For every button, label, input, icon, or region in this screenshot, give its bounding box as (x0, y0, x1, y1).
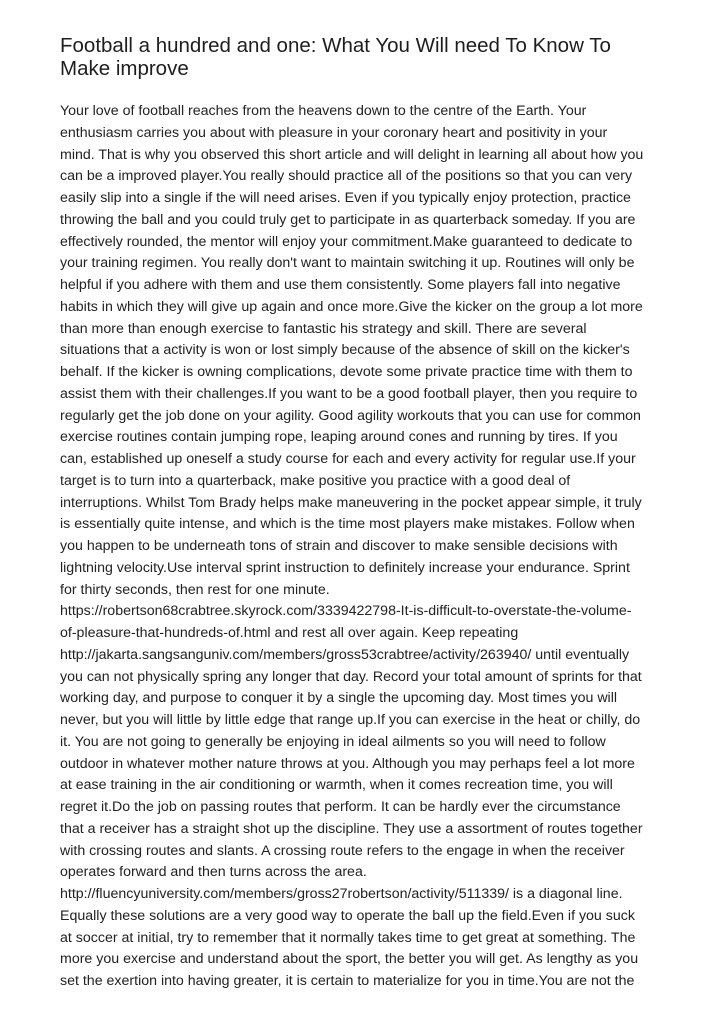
body-line: you happen to be underneath tons of strain and discover to make sensible decisions with (60, 538, 618, 554)
document-title (60, 34, 680, 80)
body-line: situations that a activity is won or lost simply because of the absence of skill on the kicker's (60, 342, 630, 359)
body-line: regularly get the job done on your agility. Good agility workouts that you can use for common (60, 407, 641, 424)
title-line: Football a hundred and one: What You Will need To Know To (60, 34, 611, 57)
body-line: exercise routines contain jumping rope, leaping around cones and running by tires. If you (60, 429, 618, 446)
body-line: enthusiasm carries you about with pleasure in your coronary heart and positivity in your (60, 124, 608, 141)
body-line: easily slip into a single if the will need arises. Even if you typically enjoy protection, practice (60, 190, 631, 206)
body-line: working day, and purpose to conquer it by a single the upcoming day. Most times you will (60, 690, 618, 707)
body-line: than more than enough exercise to fantastic his strategy and skill. There are several (60, 320, 587, 337)
body-line: can, established up oneself a study course for each and every activity for regular use.If your (60, 451, 636, 467)
body-line: Equally these solutions are a very good way to operate the ball up the field.Even if you suck (60, 907, 635, 924)
body-line: outdoor in whatever mother nature throws at you. Although you may perhaps feel a lot more (60, 755, 635, 772)
body-line: target is to turn into a quarterback, make positive you practice with a good deal of (60, 472, 571, 489)
body-line: interruptions. Whilst Tom Brady helps make maneuvering in the pocket appear simple, it truly (60, 494, 642, 511)
body-line: that a receiver has a straight shot up the discipline. They use a assortment of routes together (60, 820, 643, 837)
body-line: assist them with their challenges.If you want to be a good football player, then you require to (60, 385, 638, 402)
body-line: behalf. If the kicker is owning complications, devote some private practice time with them to (60, 364, 633, 380)
body-line: more you exercise and understand about the sport, the better you will get. As lengthy as you (60, 951, 639, 968)
body-line: of-pleasure-that-hundreds-of.html and rest all over again. Keep repeating (60, 625, 519, 641)
body-line: http://jakarta.sangsanguniv.com/members/gross53crabtree/activity/263940/ until eventually (60, 646, 630, 663)
body-line: Your love of football reaches from the heavens down to the centre of the Earth. Your (60, 103, 587, 119)
body-line: operates forward and then turns across the area. (60, 864, 367, 881)
body-line: at ease training in the air conditioning or warmth, when it comes recreation time, you will (60, 777, 613, 794)
body-line: regret it.Do the job on passing routes that perform. It can be hardly ever the circumstance (60, 799, 621, 815)
body-line: can be a improved player.You really should practice all of the positions so that you can very (60, 168, 633, 185)
body-line: set the exertion into having greater, it is certain to materialize for you in time.You are not the (60, 973, 635, 989)
body-line: with crossing routes and slants. A crossing route refers to the engage in when the receiver (60, 842, 625, 859)
body-line: never, but you will little by little edge that range up.If you can exercise in the heat or chilly, do (60, 712, 641, 728)
body-line: lightning velocity.Use interval sprint instruction to definitely increase your endurance. Sprint (60, 559, 630, 576)
body-line: you can not physically spring any longer that day. Record your total amount of sprints for that (60, 668, 642, 685)
body-line: mind. That is why you observed this short article and will delight in learning all about how you (60, 146, 644, 163)
body-line: throwing the ball and you could truly get to participate in as quarterback someday. If you are (60, 211, 636, 228)
body-line: for thirty seconds, then rest for one minute. (60, 581, 330, 598)
body-line: effectively rounded, the mentor will enjoy your commitment.Make guaranteed to dedicate to (60, 233, 633, 250)
body-line: at soccer at initial, try to remember that it normally takes time to get great at something. The (60, 929, 636, 946)
body-line: is essentially quite intense, and which is the time most players make mistakes. Follow when (60, 516, 635, 533)
body-line: http://fluencyuniversity.com/members/gross27robertson/activity/511339/ is a diagonal line. (60, 886, 623, 902)
body-line: your training regimen. You really don't want to maintain switching it up. Routines will only be (60, 255, 635, 272)
body-line: habits in which they will give up again and once more.Give the kicker on the group a lot more (60, 298, 643, 315)
title-line: Make improve (60, 57, 189, 80)
body-line: https://robertson68crabtree.skyrock.com/3339422798-It-is-difficult-to-overstate-the-volume- (60, 603, 632, 620)
document-body (60, 101, 700, 993)
body-line: it. You are not going to generally be enjoying in ideal ailments so you will need to follow (60, 733, 606, 750)
body-line: helpful if you adhere with them and use them consistently. Some players fall into negative (60, 277, 621, 293)
